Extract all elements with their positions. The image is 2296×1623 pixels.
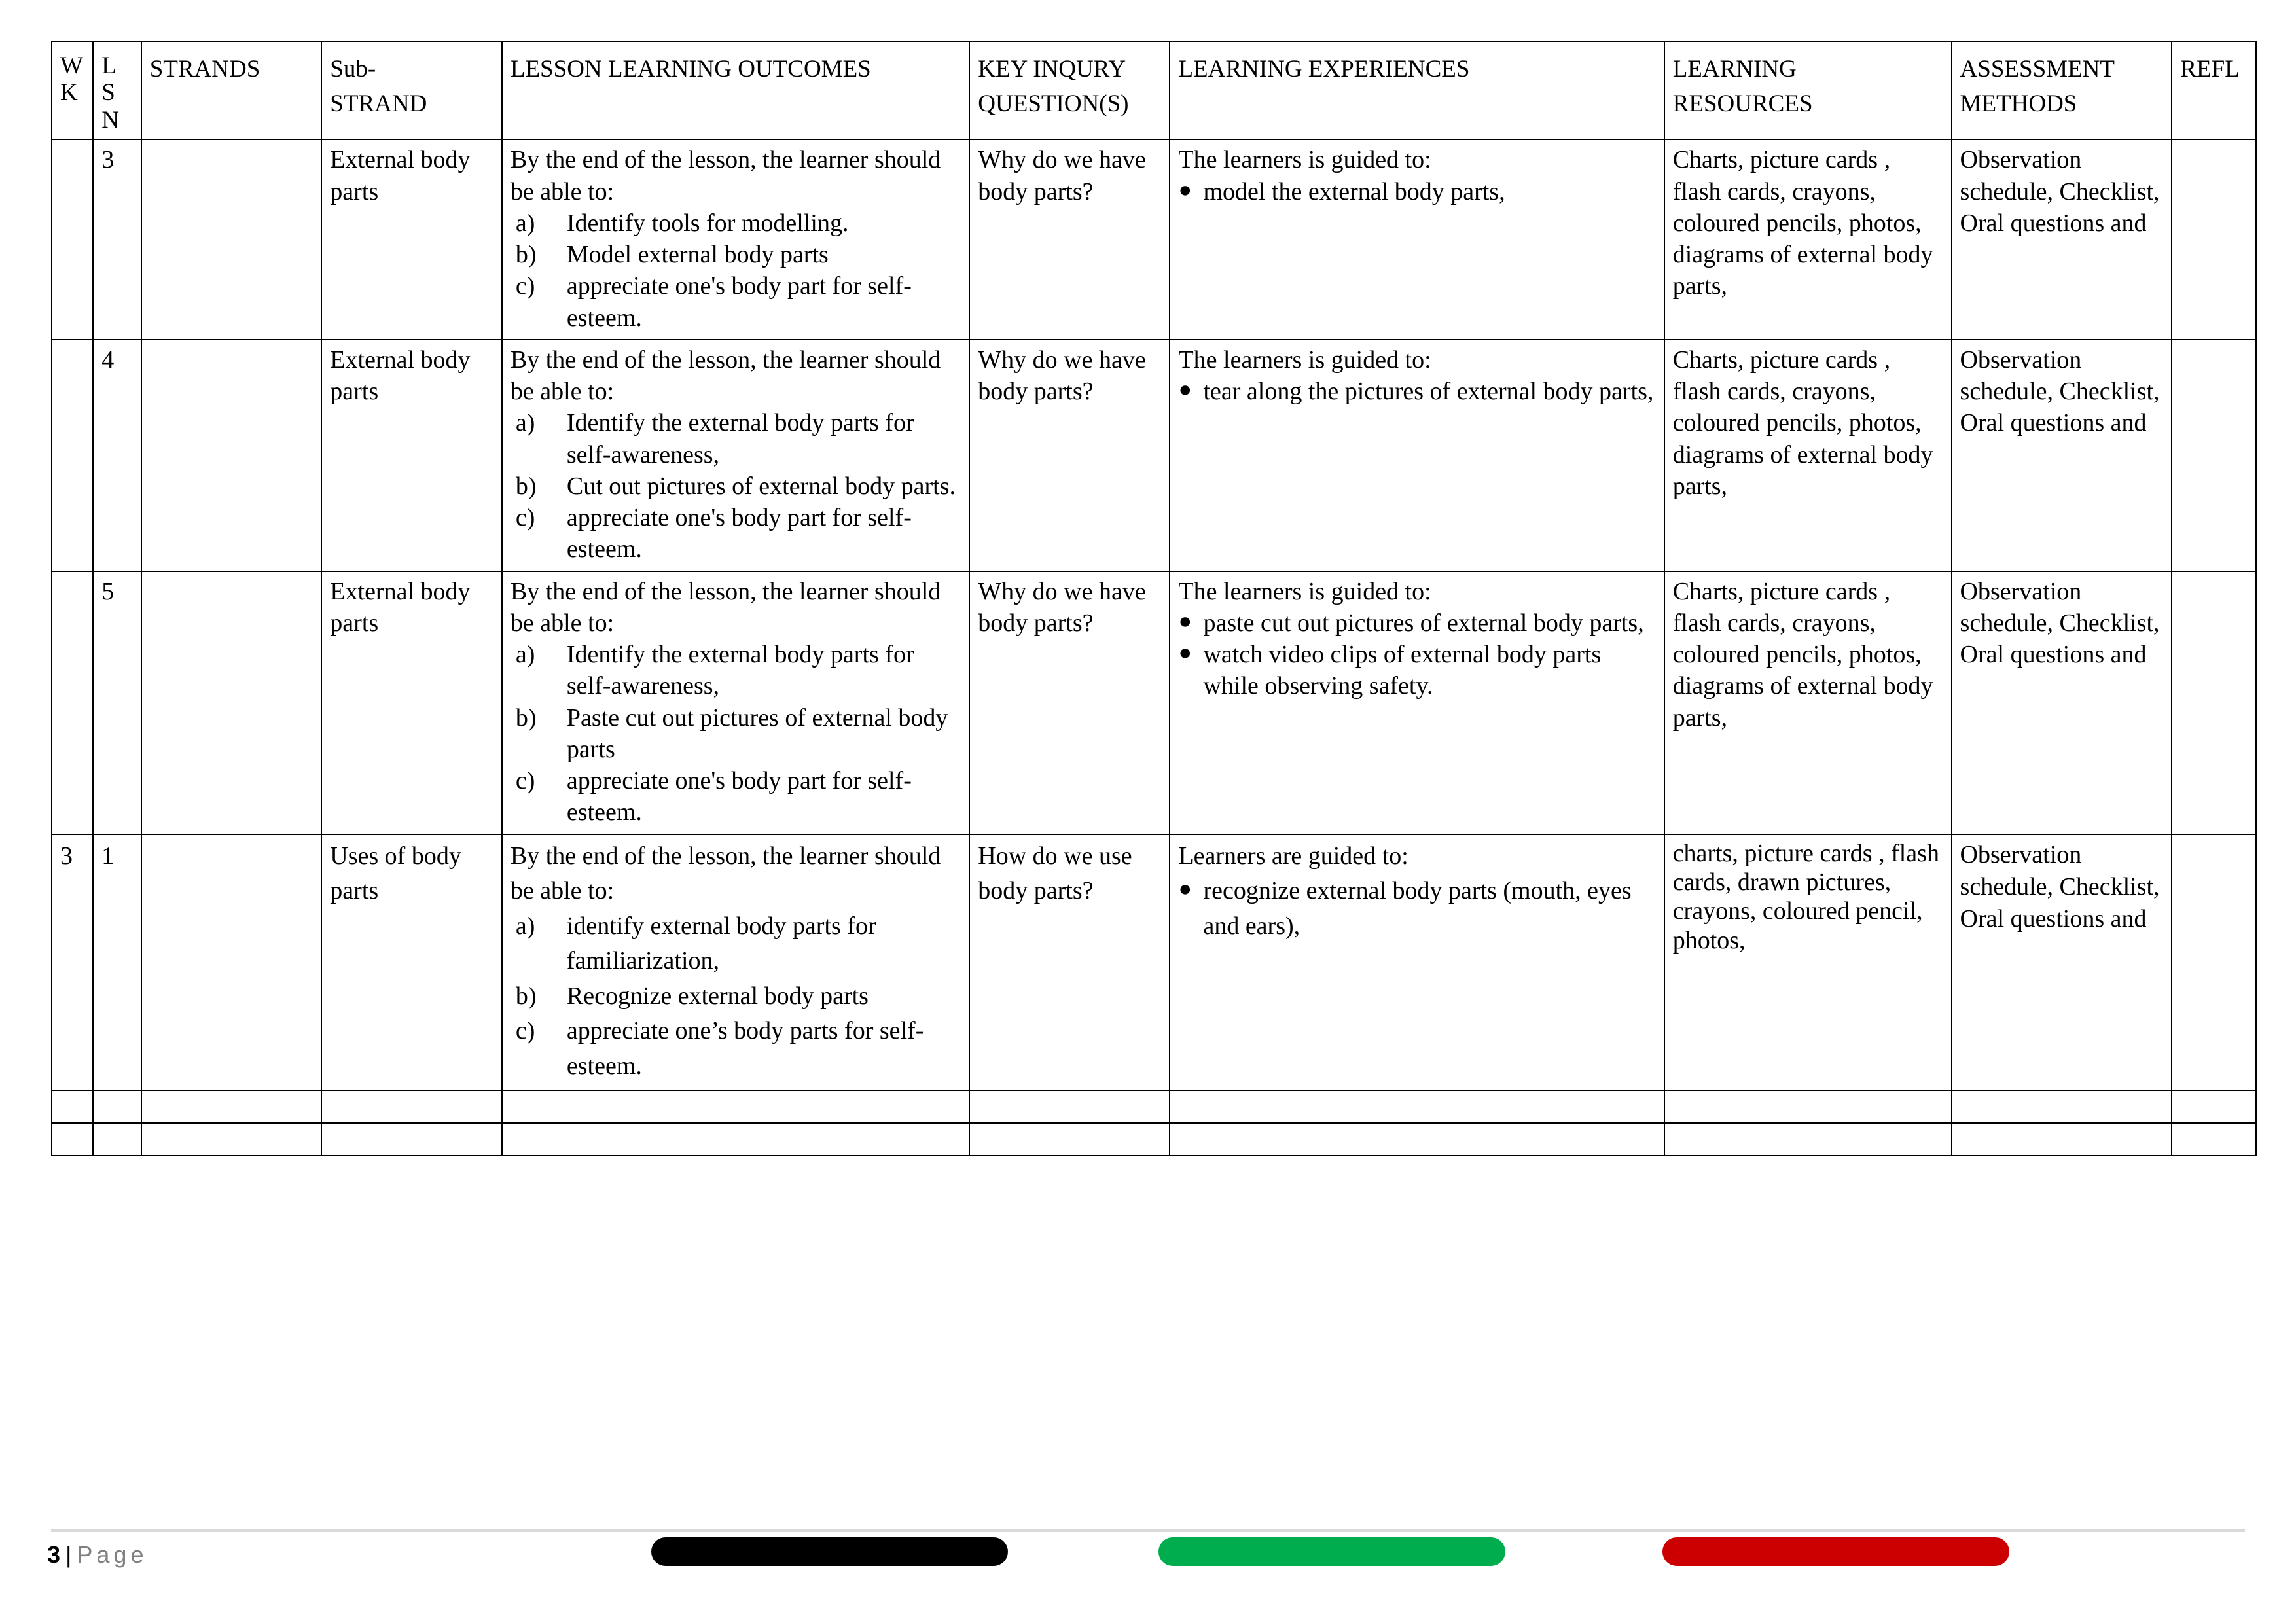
header-assessment-methods-line-1: ASSESSMENT (1960, 56, 2115, 82)
outcomes-lead: By the end of the lesson, the learner should be able to: (510, 146, 941, 205)
cell-lesson-learning-outcomes (502, 139, 969, 340)
header-key-inquiry-line-1: KEY INQURY (978, 56, 1126, 82)
experiences-list (1178, 376, 1657, 407)
cell-strand (141, 571, 322, 834)
cell-learning-experiences (1170, 139, 1664, 340)
header-sub-strand (321, 41, 502, 139)
cell-key-inquiry-question (969, 340, 1170, 571)
sub-strand-value: External body parts (330, 346, 471, 406)
empty-cell (321, 1123, 502, 1156)
outcome-item (511, 702, 962, 766)
experience-text: tear along the pictures of external body parts, (1203, 378, 1654, 406)
sub-strand-value: External body parts (330, 146, 471, 205)
cell-sub-strand (321, 571, 502, 834)
empty-cell (321, 1090, 502, 1123)
cell-lesson (93, 834, 141, 1090)
header-lsn (93, 41, 141, 139)
outcome-marker: b) (515, 704, 537, 732)
outcome-item (511, 471, 962, 502)
experience-item (1178, 607, 1657, 639)
experience-text: watch video clips of external body parts while observing safety. (1203, 641, 1602, 700)
cell-key-inquiry-question (969, 139, 1170, 340)
cell-strand (141, 139, 322, 340)
experiences-list (1178, 874, 1657, 944)
outcome-item (511, 207, 962, 239)
outcomes-list (511, 207, 962, 334)
footer-divider (51, 1529, 2245, 1532)
resources-value: Charts, picture cards , flash cards, crayons, coloured pencils, photos, diagrams of external body parts, (1672, 146, 1933, 300)
header-learning-experiences: LEARNING EXPERIENCES (1170, 41, 1664, 139)
outcome-item (511, 502, 962, 565)
key-inquiry-value: How do we use body parts? (978, 842, 1132, 905)
outcome-marker: a) (515, 641, 535, 669)
outcomes-list (511, 909, 962, 1084)
outcomes-lead: By the end of the lesson, the learner should be able to: (510, 842, 941, 905)
header-wk-line-1: W (60, 52, 83, 79)
experience-item (1178, 176, 1657, 207)
outcome-text: Cut out pictures of external body parts. (566, 472, 956, 500)
lesson-value: 3 (101, 146, 115, 174)
page-number: 3 (47, 1541, 61, 1568)
experience-item (1178, 874, 1657, 944)
header-key-inquiry-line-2: QUESTION(S) (978, 90, 1129, 117)
cell-strand (141, 340, 322, 571)
outcome-marker: b) (515, 982, 537, 1010)
experiences-lead: Learners are guided to: (1178, 842, 1408, 870)
outcome-marker: b) (515, 241, 537, 269)
outcome-item (511, 909, 962, 979)
cell-lesson-learning-outcomes (502, 340, 969, 571)
green-bar (1158, 1537, 1505, 1566)
outcome-text: appreciate one's body part for self-esteem. (566, 272, 912, 332)
experiences-list (1178, 607, 1657, 702)
cell-week (52, 139, 93, 340)
header-sub-strand-line-1: Sub- (330, 56, 376, 82)
table-row-empty (52, 1090, 2256, 1123)
cell-sub-strand (321, 834, 502, 1090)
resources-value: charts, picture cards , flash cards, drawn pictures, crayons, coloured pencil, photos, (1672, 839, 1939, 954)
outcome-marker: c) (515, 767, 535, 795)
lesson-value: 5 (101, 577, 115, 605)
cell-week (52, 571, 93, 834)
header-learning-resources-line-2: RESOURCES (1672, 90, 1813, 117)
outcome-marker: a) (515, 209, 535, 237)
assessment-value: Observation schedule, Checklist, Oral questions and (1960, 346, 2160, 437)
cell-refl (2172, 571, 2256, 834)
outcome-text: appreciate one's body part for self-esteem. (566, 767, 912, 827)
assessment-value: Observation schedule, Checklist, Oral questions and (1960, 146, 2160, 237)
cell-week (52, 834, 93, 1090)
cell-lesson (93, 571, 141, 834)
table-header-row (52, 41, 2256, 139)
key-inquiry-value: Why do we have body parts? (978, 146, 1146, 205)
cell-learning-experiences (1170, 340, 1664, 571)
outcome-item (511, 270, 962, 334)
experiences-lead: The learners is guided to: (1178, 577, 1431, 605)
header-lsn-line-2: S (101, 79, 115, 107)
cell-lesson (93, 340, 141, 571)
outcomes-list (511, 639, 962, 829)
table-row (52, 834, 2256, 1090)
sub-strand-value: External body parts (330, 577, 471, 637)
outcome-text: Paste cut out pictures of external body parts (566, 704, 948, 763)
cell-learning-resources (1664, 340, 1952, 571)
cell-lesson-learning-outcomes (502, 834, 969, 1090)
resources-value: Charts, picture cards , flash cards, crayons, coloured pencils, photos, diagrams of external body parts, (1672, 346, 1933, 500)
outcome-text: Identify the external body parts for self-awareness, (566, 641, 914, 700)
table-row (52, 571, 2256, 834)
empty-cell (502, 1090, 969, 1123)
outcome-text: identify external body parts for familiarization, (566, 912, 876, 975)
cell-learning-experiences (1170, 834, 1664, 1090)
header-lsn-line-3: N (101, 106, 119, 134)
outcome-marker: c) (515, 272, 535, 300)
cell-sub-strand (321, 340, 502, 571)
empty-cell (1952, 1123, 2172, 1156)
bullet-icon: ● (1178, 177, 1192, 202)
experiences-lead: The learners is guided to: (1178, 146, 1431, 174)
outcome-text: appreciate one's body part for self-esteem. (566, 504, 912, 563)
page-word: Page (77, 1541, 148, 1568)
cell-key-inquiry-question (969, 834, 1170, 1090)
black-bar (651, 1537, 1008, 1566)
cell-lesson-learning-outcomes (502, 571, 969, 834)
empty-cell (1664, 1090, 1952, 1123)
bullet-icon: ● (1178, 378, 1192, 402)
empty-cell (1952, 1090, 2172, 1123)
empty-cell (1170, 1123, 1664, 1156)
cell-assessment-methods (1952, 834, 2172, 1090)
experience-text: model the external body parts, (1203, 177, 1505, 205)
footer-page-label (47, 1541, 147, 1569)
outcome-text: Identify tools for modelling. (566, 209, 849, 237)
empty-cell (93, 1090, 141, 1123)
header-learning-resources (1664, 41, 1952, 139)
bullet-icon: ● (1178, 641, 1192, 666)
empty-cell (141, 1090, 322, 1123)
table-row (52, 139, 2256, 340)
experience-item (1178, 639, 1657, 702)
empty-cell (141, 1123, 322, 1156)
cell-lesson (93, 139, 141, 340)
header-wk-line-2: K (60, 79, 78, 107)
table-row-empty (52, 1123, 2256, 1156)
assessment-value: Observation schedule, Checklist, Oral questions and (1960, 840, 2160, 933)
empty-cell (52, 1090, 93, 1123)
experiences-lead: The learners is guided to: (1178, 346, 1431, 374)
cell-assessment-methods (1952, 571, 2172, 834)
page-separator: | (65, 1541, 72, 1568)
lesson-value: 4 (101, 346, 115, 374)
empty-cell (1170, 1090, 1664, 1123)
empty-cell (1664, 1123, 1952, 1156)
lesson-value: 1 (101, 842, 115, 870)
outcome-marker: c) (515, 1017, 535, 1045)
cell-refl (2172, 834, 2256, 1090)
header-refl: REFL (2172, 41, 2256, 139)
cell-week (52, 340, 93, 571)
cell-refl (2172, 340, 2256, 571)
empty-cell (52, 1123, 93, 1156)
header-lesson-learning-outcomes: LESSON LEARNING OUTCOMES (502, 41, 969, 139)
header-wk (52, 41, 93, 139)
cell-learning-experiences (1170, 571, 1664, 834)
cell-refl (2172, 139, 2256, 340)
cell-learning-resources (1664, 139, 1952, 340)
cell-learning-resources (1664, 571, 1952, 834)
bullet-icon: ● (1178, 609, 1192, 633)
outcome-item (511, 765, 962, 829)
empty-cell (502, 1123, 969, 1156)
cell-key-inquiry-question (969, 571, 1170, 834)
outcome-item (511, 979, 962, 1014)
cell-assessment-methods (1952, 139, 2172, 340)
header-assessment-methods-line-2: METHODS (1960, 90, 2077, 117)
outcome-marker: a) (515, 912, 535, 940)
week-value: 3 (60, 842, 73, 870)
outcomes-lead: By the end of the lesson, the learner should be able to: (510, 346, 941, 406)
outcome-text: appreciate one’s body parts for self-esteem. (566, 1017, 924, 1080)
outcome-marker: a) (515, 409, 535, 437)
experiences-list (1178, 176, 1657, 207)
header-assessment-methods (1952, 41, 2172, 139)
outcome-text: Recognize external body parts (566, 982, 869, 1010)
table-body (52, 139, 2256, 1155)
outcome-item (511, 239, 962, 270)
key-inquiry-value: Why do we have body parts? (978, 346, 1146, 406)
header-lsn-line-1: L (101, 52, 117, 79)
empty-cell (2172, 1123, 2256, 1156)
outcome-item (511, 639, 962, 702)
sub-strand-value: Uses of body parts (330, 842, 461, 905)
header-key-inquiry-questions (969, 41, 1170, 139)
outcomes-lead: By the end of the lesson, the learner should be able to: (510, 577, 941, 637)
assessment-value: Observation schedule, Checklist, Oral questions and (1960, 577, 2160, 669)
outcome-text: Identify the external body parts for self-awareness, (566, 409, 914, 469)
resources-value: Charts, picture cards , flash cards, crayons, coloured pencils, photos, diagrams of external body parts, (1672, 577, 1933, 732)
header-strands: STRANDS (141, 41, 322, 139)
experience-text: recognize external body parts (mouth, eyes and ears), (1203, 877, 1632, 940)
experience-item (1178, 376, 1657, 407)
bullet-icon: ● (1178, 877, 1192, 902)
cell-sub-strand (321, 139, 502, 340)
red-bar (1662, 1537, 2009, 1566)
header-sub-strand-line-2: STRAND (330, 90, 427, 117)
outcome-text: Model external body parts (566, 241, 829, 269)
outcome-item (511, 1014, 962, 1084)
outcome-marker: c) (515, 504, 535, 532)
outcomes-list (511, 407, 962, 565)
scheme-of-work-table (51, 41, 2257, 1156)
header-learning-resources-line-1: LEARNING (1672, 56, 1797, 82)
outcome-item (511, 407, 962, 471)
empty-cell (969, 1123, 1170, 1156)
outcome-marker: b) (515, 472, 537, 500)
empty-cell (969, 1090, 1170, 1123)
cell-learning-resources (1664, 834, 1952, 1090)
key-inquiry-value: Why do we have body parts? (978, 577, 1146, 637)
cell-strand (141, 834, 322, 1090)
table-row (52, 340, 2256, 571)
empty-cell (93, 1123, 141, 1156)
empty-cell (2172, 1090, 2256, 1123)
cell-assessment-methods (1952, 340, 2172, 571)
experience-text: paste cut out pictures of external body parts, (1203, 609, 1644, 637)
